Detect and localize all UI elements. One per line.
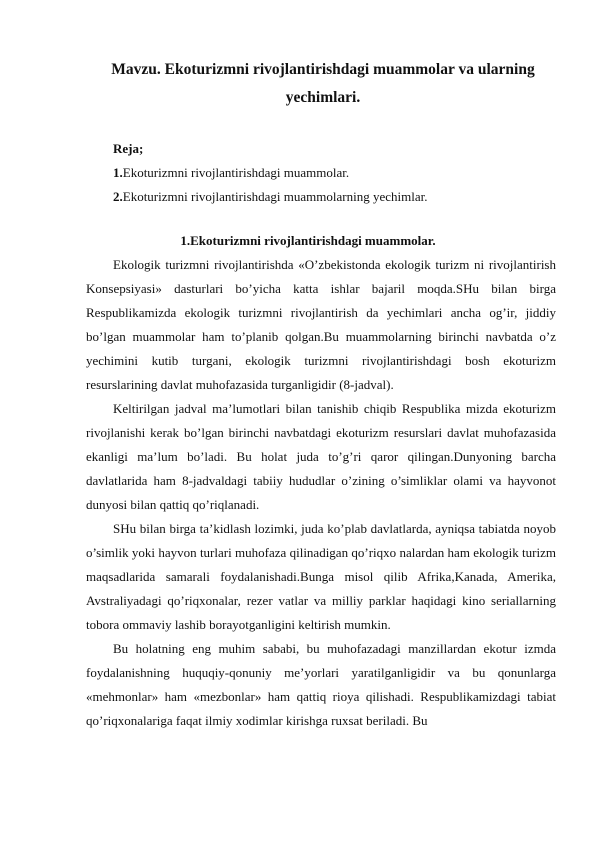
plan-item [113,161,427,185]
paragraph: Bu holatning eng muhim sababi, bu muhofazadagi manzillardan ekotur izmda foydalanishning huquqiy-qonuniy me’yorlari yaratilganligidir va bu qonunlarga «mehmonlar» ham «mezbonlar» ham qattiq rioya qilishadi. Respublikamizdagi tabiat qo’riqxonalariga faqat ilmiy xodimlar kirishga ruxsat beriladi. Bu [86,641,556,728]
paragraph: Ekologik turizmni rivojlantirishda «O’zbekistonda ekologik turizm ni rivojlantirish Konsepsiyasi» dasturlari bo’yicha katta ishlar bajaril moqda.SHu bilan birga Respublikamizda ekologik turizmni rivojlantirish da yechimlari ancha og’ir, jiddiy bo’lgan muammolar ham to’planib qolgan.Bu muammolarning birinchi navbatda o’z yechimini kutib turgani, ekologik turizmni rivojlantirishdagi bosh ekoturizm resurslarining davlat muhofazasida turganligidir (8-jadval). [86,257,556,392]
plan-item-text: Ekoturizmni rivojlantirishdagi muammolarning yechimlar. [122,189,428,204]
plan-item-text: Ekoturizmni rivojlantirishdagi muammolar. [122,165,350,180]
plan-item-number: 1. [113,165,123,180]
plan-heading: Reja; [113,141,144,156]
plan-section [113,137,427,209]
paragraph: SHu bilan birga ta’kidlash lozimki, juda ko’plab davlatlarda, ayniqsa tabiatda noyob o’simlik yoki hayvon turlari muhofaza qilinadigan qo’riqxo nalardan ham ekologik turizm maqsadlarida samarali foydalanishadi.Bunga misol qilib Afrika,Kanada, Amerika, Avstraliyadagi qo’riqxonalar, rezer vatlar va milliy parklar haqidagi kino seriallarning tobora ommaviy lashib borayotganligini keltirish mumkin. [86,521,556,632]
body-text [86,253,556,733]
section-heading: 1.Ekoturizmni rivojlantirishdagi muammolar. [180,233,436,248]
plan-item [113,185,427,209]
paragraph: Keltirilgan jadval ma’lumotlari bilan tanishib chiqib Respublika mizda ekoturizm rivojlanishi kerak bo’lgan birinchi navbatdagi ekoturizm resurslari davlat muhofazasida ekanligi ma’lum bo’ladi. Bu holat juda to’g’ri qaror qilingan.Dunyoning barcha davlatlarida ham 8-jadvaldagi tabiiy hududlar o’zining o’simliklar olami va hayvonot dunyosi bilan qattiq qo’riqlanadi. [86,401,556,512]
document-title: Mavzu. Ekoturizmni rivojlantirishdagi muammolar va ularning yechimlari. [111,61,535,106]
plan-item-number: 2. [113,189,123,204]
